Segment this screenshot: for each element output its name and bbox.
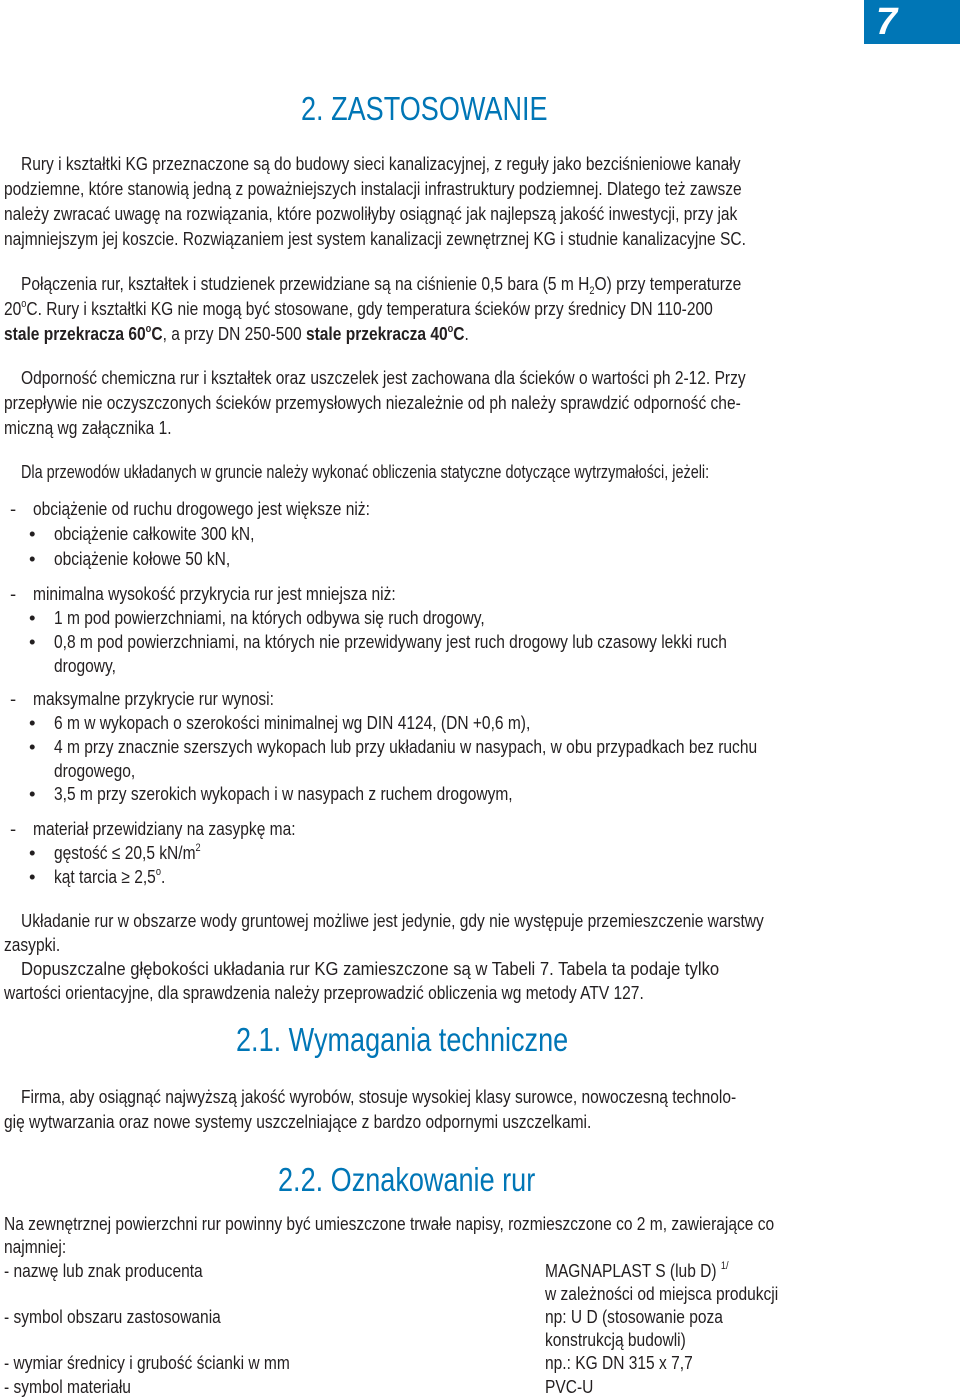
subsection-title-technical-requirements: 2.1. Wymagania techniczne: [236, 1021, 569, 1058]
list-dash: -: [10, 498, 17, 519]
sub1-line: Firma, aby osiągnąć najwyższą jakość wyrobów, stosuje wysokiej klasy surowce, nowoczesną technolo-: [21, 1086, 737, 1107]
list-item: 4 m przy znacznie szerszych wykopach lub przy układaniu w nasypach, w obu przypadkach bez ruchu: [54, 736, 758, 757]
marking-left: - nazwę lub znak producenta: [4, 1260, 203, 1281]
para3-line: przepływie nie oczyszczonych ścieków przemysłowych niezależnie od ph należy sprawdzić odporność che-: [4, 392, 741, 413]
subsection-title-pipe-marking: 2.2. Oznakowanie rur: [278, 1161, 536, 1198]
para2-line: stale przekracza 60$^o$C, a przy DN 250-500 stale przekracza 40$^o$C.: [4, 323, 469, 344]
list-item-continued: drogowego,: [54, 760, 136, 781]
bullet: •: [29, 783, 36, 804]
list-group-heading: obciążenie od ruchu drogowego jest większe niż:: [33, 498, 370, 519]
bullet: •: [29, 548, 36, 569]
sub1-line: gię wytwarzania oraz nowe systemy uszczelniające z bardzo odpornymi uszczelkami.: [4, 1111, 592, 1132]
list-dash: -: [10, 583, 17, 604]
bullet: •: [29, 736, 36, 757]
para3-line: Odporność chemiczna rur i kształtek oraz uszczelek jest zachowana dla ścieków o wartości ph 2-12. Przy: [21, 367, 746, 388]
list-dash: -: [10, 688, 17, 709]
list-item: obciążenie całkowite 300 kN,: [54, 523, 255, 544]
para1-line: podziemne, które stanowią jedną z poważniejszych instalacji infrastruktury podziemnej. Dlatego też zawsze: [4, 178, 742, 199]
list-item: 3,5 m przy szerokich wykopach i w nasypach z ruchem drogowym,: [54, 783, 513, 804]
para6-line: Dopuszczalne głębokości układania rur KG zamieszczone są w Tabeli 7. Tabela ta podaje tylko: [21, 958, 720, 979]
marking-left: - symbol materiału: [4, 1376, 131, 1397]
para5-line: Układanie rur w obszarze wody gruntowej możliwe jest jedynie, gdy nie występuje przemieszczenie warstwy: [21, 910, 764, 931]
para6-line: wartości orientacyjne, dla sprawdzenia należy przeprowadzić obliczenia wg metody ATV 127.: [4, 982, 644, 1003]
list-item: kąt tarcia ≥ $2,5^o$.: [54, 866, 166, 887]
list-item: 0,8 m pod powierzchniami, na których nie przewidywany jest ruch drogowy lub czasowy lekki ruch: [54, 631, 727, 652]
sub2-line: najmniej:: [4, 1236, 67, 1257]
marking-right: konstrukcją budowli): [545, 1329, 686, 1350]
para1-line: najmniejszym jej koszcie. Rozwiązaniem jest system kanalizacji zewnętrznej KG i studnie kanalizacyjne SC.: [4, 228, 746, 249]
bullet: •: [29, 866, 36, 887]
list-item: obciążenie kołowe 50 kN,: [54, 548, 231, 569]
para1-line: Rury i kształtki KG przeznaczone są do budowy sieci kanalizacyjnej, z reguły jako bezciśnieniowe kanały: [21, 153, 741, 174]
section-title: 2. ZASTOSOWANIE: [301, 90, 548, 127]
para3-line: miczną wg załącznika 1.: [4, 417, 172, 438]
bullet: •: [29, 712, 36, 733]
list-item-continued: drogowy,: [54, 655, 116, 676]
para2-line: Połączenia rur, kształtek i studzienek przewidziane są na ciśnienie 0,5 bara (5 m $H_2O$) przy temperaturze: [21, 273, 742, 297]
marking-left: - wymiar średnicy i grubość ścianki w mm: [4, 1352, 290, 1373]
list-group-heading: maksymalne przykrycie rur wynosi:: [33, 688, 274, 709]
page-number-badge: 7: [864, 0, 960, 44]
list-item: 1 m pod powierzchniami, na których odbywa się ruch drogowy,: [54, 607, 485, 628]
bullet: •: [29, 523, 36, 544]
marking-right: MAGNAPLAST S (lub D) $^{1/}$: [545, 1260, 729, 1281]
para4-line: Dla przewodów układanych w gruncie należy wykonać obliczenia statyczne dotyczące wytrzymałości, jeżeli:: [21, 461, 710, 482]
bullet: •: [29, 607, 36, 628]
list-item: 6 m w wykopach o szerokości minimalnej wg DIN 4124, (DN +0,6 m),: [54, 712, 531, 733]
marking-right: np: U D (stosowanie poza: [545, 1306, 723, 1327]
bullet: •: [29, 842, 36, 863]
para1-line: należy zwracać uwagę na rozwiązania, które pozwoliłyby osiągnąć jak najlepszą jakość inwestycji, przy jak: [4, 203, 738, 224]
list-group-heading: materiał przewidziany na zasypkę ma:: [33, 818, 296, 839]
marking-left: - symbol obszaru zastosowania: [4, 1306, 221, 1327]
list-group-heading: minimalna wysokość przykrycia rur jest mniejsza niż:: [33, 583, 396, 604]
list-dash: -: [10, 818, 17, 839]
bullet: •: [29, 631, 36, 652]
marking-right: np.: KG DN 315 x 7,7: [545, 1352, 693, 1373]
sub2-line: Na zewnętrznej powierzchni rur powinny być umieszczone trwałe napisy, rozmieszczone co 2 m, zawierające co: [4, 1213, 775, 1234]
list-item: gęstość ≤ 20,5 $kN/m^2$: [54, 842, 201, 863]
para5-line: zasypki.: [4, 934, 61, 955]
marking-right: w zależności od miejsca produkcji: [545, 1283, 779, 1304]
marking-right: PVC-U: [545, 1376, 594, 1397]
para2-line: 20$^o$C. Rury i kształtki KG nie mogą być stosowane, gdy temperatura ścieków przy średnicy DN 110-200: [4, 298, 713, 319]
